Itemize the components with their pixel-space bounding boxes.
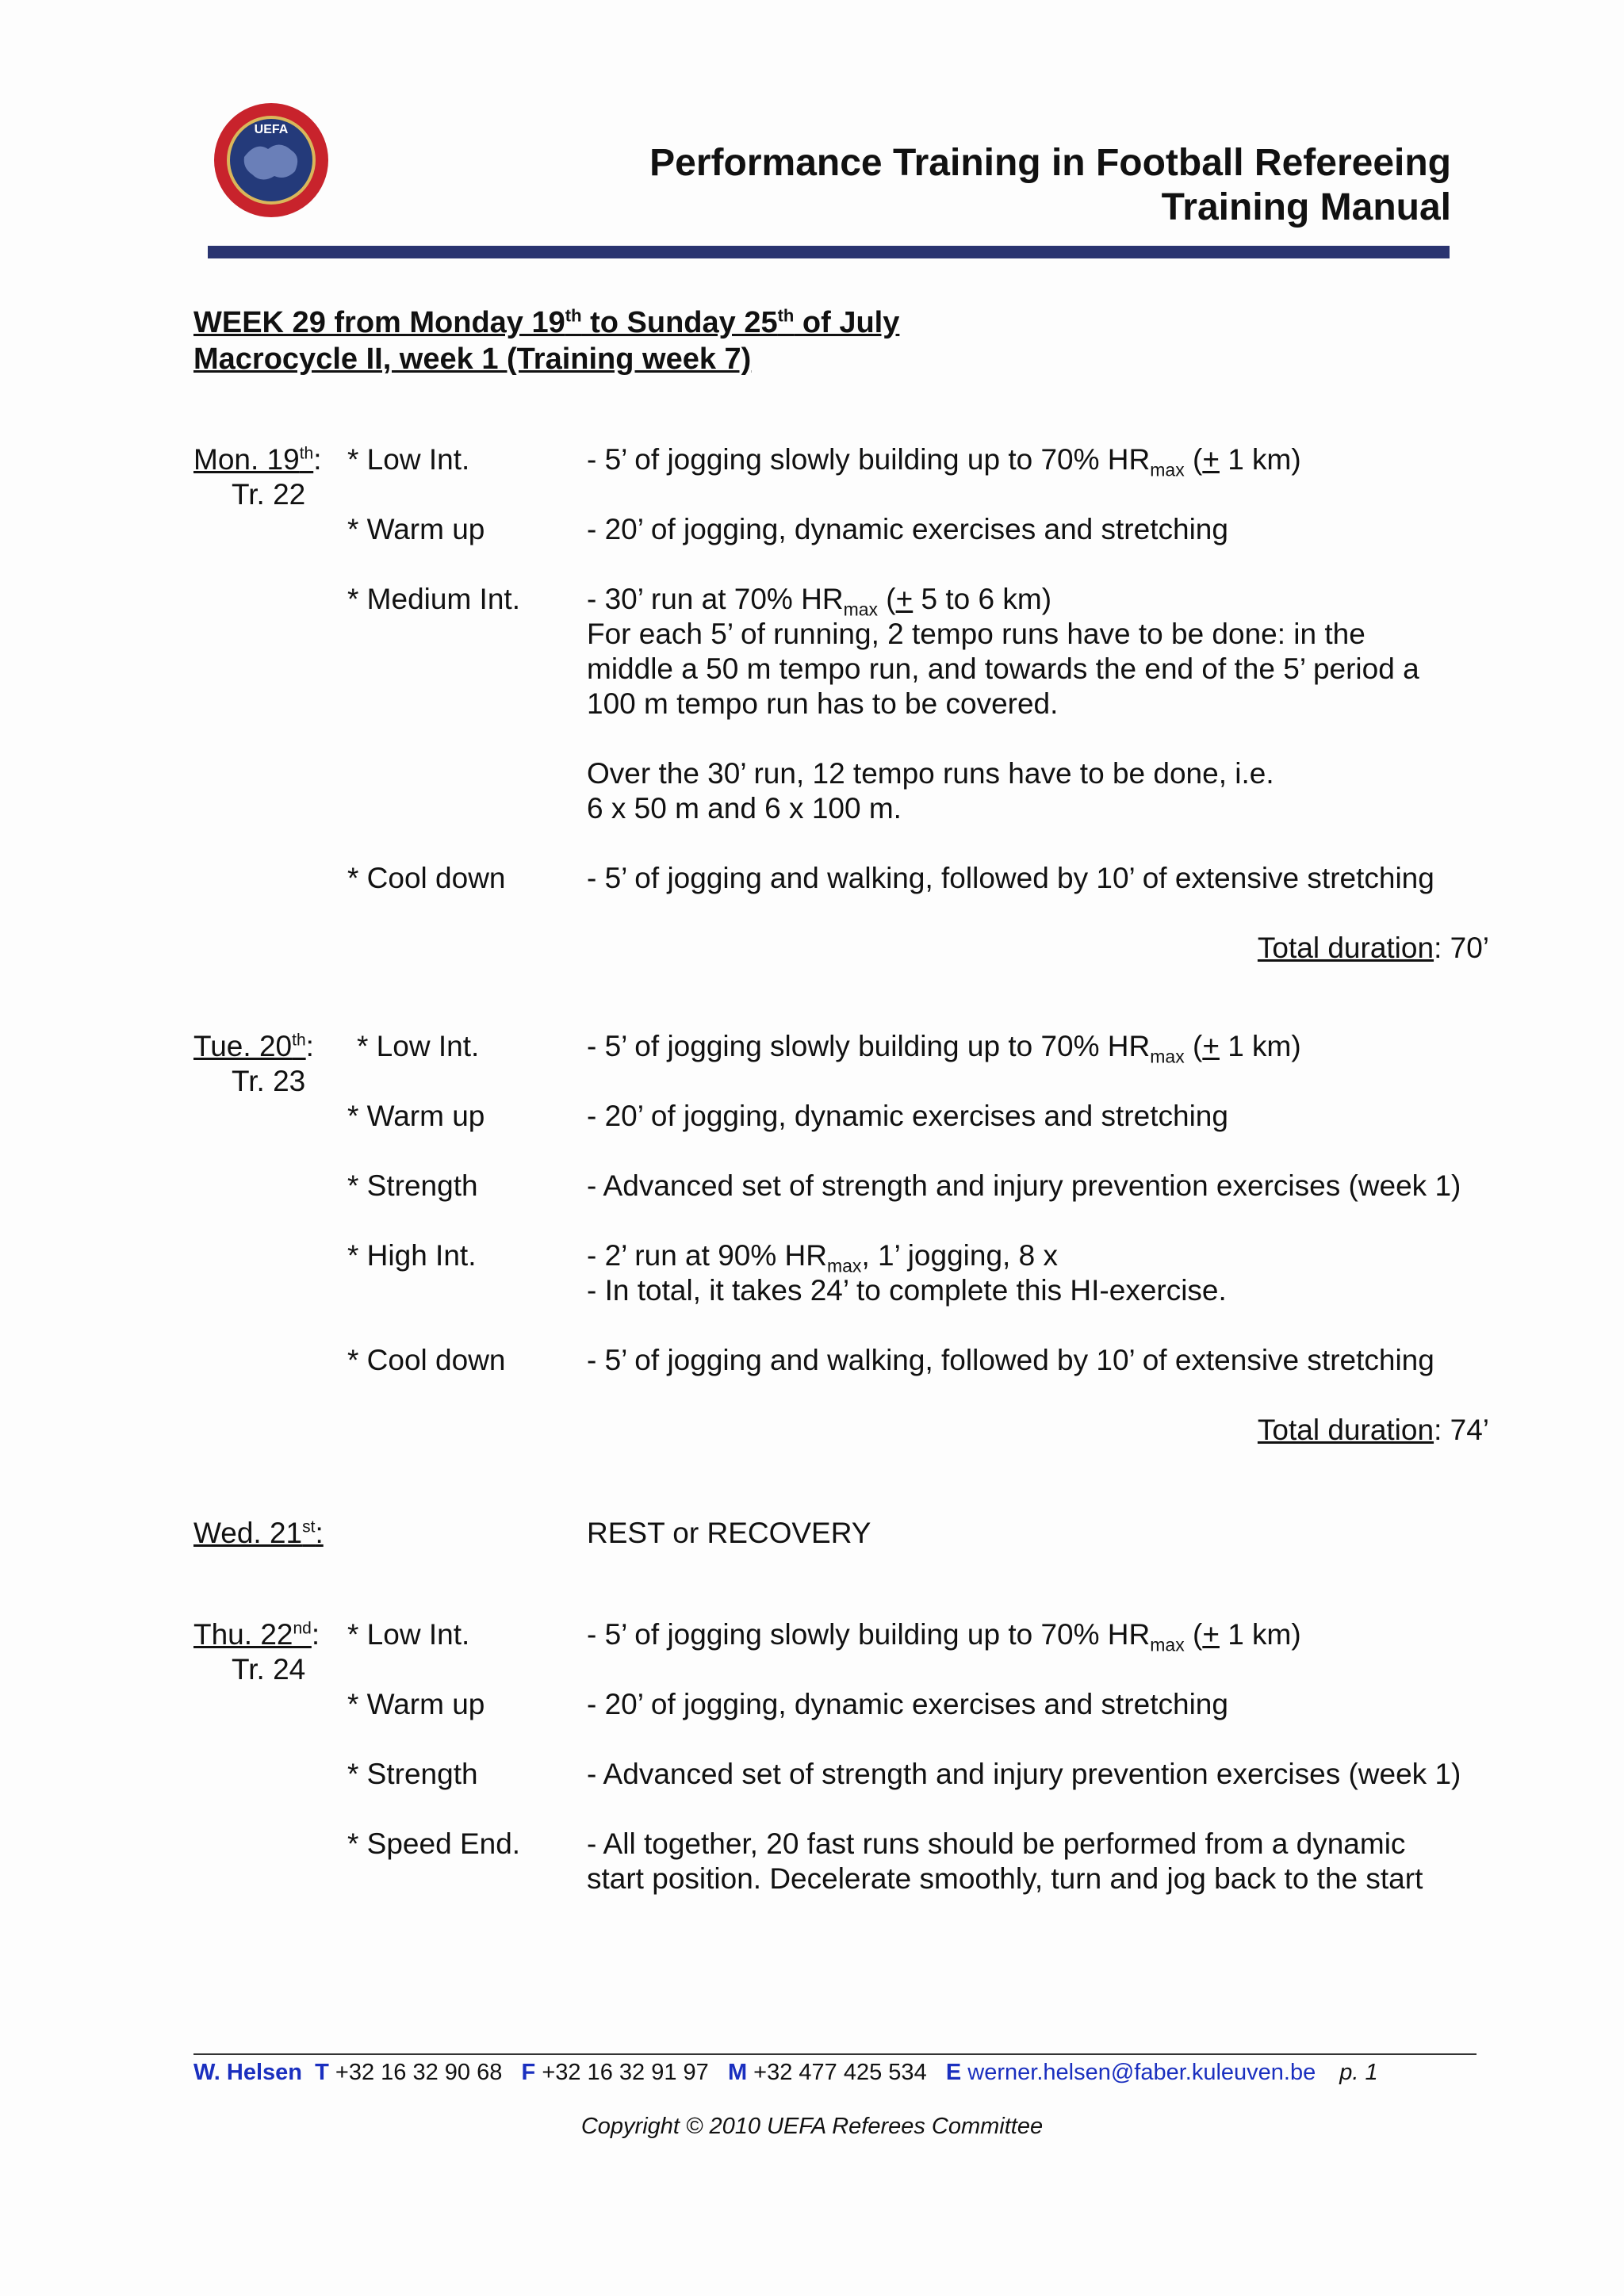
activity-text: - All together, 20 fast runs should be performed from a dynamic xyxy=(587,1827,1406,1860)
activity-label: * Cool down xyxy=(347,862,506,894)
title-line-1: Performance Training in Football Refereeing xyxy=(649,142,1451,184)
svg-text:UEFA: UEFA xyxy=(254,123,289,136)
activity-text: - 5’ of jogging and walking, followed by 10’ of extensive stretching xyxy=(587,862,1434,894)
activity-text: - 20’ of jogging, dynamic exercises and stretching xyxy=(587,1688,1228,1720)
activity-label: * Speed End. xyxy=(347,1827,521,1860)
activity-label: * Low Int. xyxy=(347,1618,470,1651)
activity-label: * Strength xyxy=(347,1169,478,1202)
activity-label: * Low Int. xyxy=(357,1030,480,1062)
week-heading xyxy=(193,304,899,377)
activity-label: * Warm up xyxy=(347,1688,485,1720)
training-number: Tr. 22 xyxy=(232,478,306,511)
day-label-tuesday: Tue. 20th: xyxy=(193,1030,314,1062)
week-line-1: WEEK 29 from Monday 19th to Sunday 25th of July xyxy=(193,305,900,339)
activity-text: - Advanced set of strength and injury prevention exercises (week 1) xyxy=(587,1758,1461,1790)
activity-text: - 5’ of jogging slowly building up to 70% $HR_{max}$ (+ 1 km) xyxy=(587,1030,1301,1067)
activity-text: - In total, it takes 24’ to complete this HI-exercise. xyxy=(587,1274,1227,1307)
day-label-thursday: Thu. 22nd: xyxy=(193,1618,320,1651)
mobile-number: +32 477 425 534 xyxy=(753,2060,927,2085)
author-name: W. Helsen xyxy=(193,2060,302,2085)
total-duration: Total duration: 74’ xyxy=(1257,1414,1489,1446)
activity-text: middle a 50 m tempo run, and towards the end of the 5’ period a xyxy=(587,652,1419,685)
activity-text: - Advanced set of strength and injury prevention exercises (week 1) xyxy=(587,1169,1461,1202)
activity-text: - 5’ of jogging slowly building up to 70% $HR_{max}$ (+ 1 km) xyxy=(587,443,1301,480)
training-number: Tr. 24 xyxy=(232,1653,306,1686)
activity-text: - 30’ run at 70% $HR_{max}$ (+ 5 to 6 km) xyxy=(587,583,1052,620)
activity-label: * Strength xyxy=(347,1758,478,1790)
copyright-notice: Copyright © 2010 UEFA Referees Committee xyxy=(580,2114,1044,2139)
activity-text: Over the 30’ run, 12 tempo runs have to be done, i.e. xyxy=(587,757,1274,790)
activity-text: 6 x 50 m and 6 x 100 m. xyxy=(587,792,902,825)
title-divider-bar xyxy=(208,246,1450,258)
activity-text: - 20’ of jogging, dynamic exercises and stretching xyxy=(587,513,1228,545)
footer-divider xyxy=(193,2053,1477,2055)
activity-text: 100 m tempo run has to be covered. xyxy=(587,687,1059,720)
activity-label: * Cool down xyxy=(347,1344,506,1376)
footer-contact: W. Helsen T +32 16 32 90 68 F +32 16 32 91 97 M +32 477 425 534 E werner.helsen@faber.kuleuven.be p. 1 xyxy=(193,2060,1378,2085)
activity-text: For each 5’ of running, 2 tempo runs have to be done: in the xyxy=(587,618,1365,650)
activity-text: - 20’ of jogging, dynamic exercises and stretching xyxy=(587,1100,1228,1132)
document-title xyxy=(649,141,1451,230)
week-line-2: Macrocycle II, week 1 (Training week 7) xyxy=(193,342,752,376)
fax-number: +32 16 32 91 97 xyxy=(542,2060,709,2085)
email-link[interactable]: werner.helsen@faber.kuleuven.be xyxy=(967,2060,1316,2085)
activity-label: * Medium Int. xyxy=(347,583,520,615)
activity-text: - 5’ of jogging and walking, followed by 10’ of extensive stretching xyxy=(587,1344,1434,1376)
activity-label: * Warm up xyxy=(347,1100,485,1132)
rest-text: REST or RECOVERY xyxy=(587,1517,871,1549)
activity-text: - 2’ run at 90% $HR_{max}$, 1’ jogging, 8 x xyxy=(587,1239,1058,1276)
activity-label: * Low Int. xyxy=(347,443,470,476)
training-number: Tr. 23 xyxy=(232,1065,306,1097)
uefa-logo xyxy=(213,101,330,219)
activity-text: - 5’ of jogging slowly building up to 70% $HR_{max}$ (+ 1 km) xyxy=(587,1618,1301,1655)
day-label-monday: Mon. 19th: xyxy=(193,443,322,476)
title-line-2: Training Manual xyxy=(1161,186,1451,228)
activity-text: start position. Decelerate smoothly, turn and jog back to the start xyxy=(587,1862,1423,1895)
phone-number: +32 16 32 90 68 xyxy=(335,2060,503,2085)
day-label-wednesday: Wed. 21st: xyxy=(193,1517,324,1549)
activity-label: * High Int. xyxy=(347,1239,477,1272)
page-number: p. 1 xyxy=(1339,2060,1378,2085)
activity-label: * Warm up xyxy=(347,513,485,545)
total-duration: Total duration: 70’ xyxy=(1257,932,1489,964)
